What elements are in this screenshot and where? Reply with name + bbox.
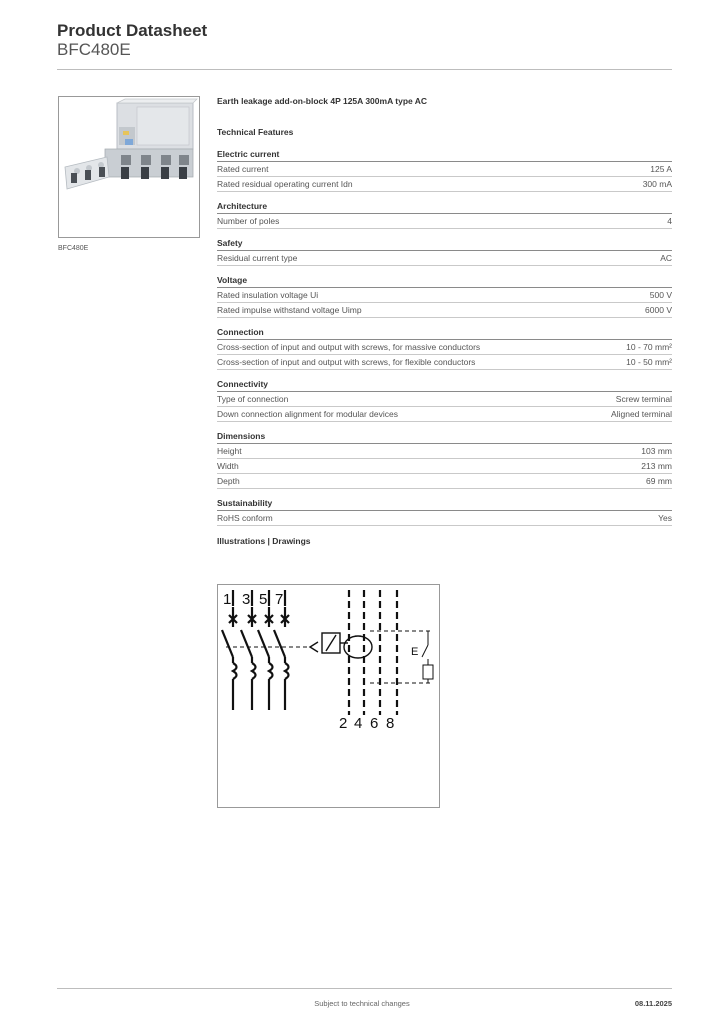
feature-row xyxy=(217,392,672,407)
bottom-terminal-label: 6 xyxy=(370,715,379,732)
feature-group-architecture xyxy=(217,200,672,229)
feature-value: 103 mm xyxy=(641,446,672,456)
header-divider xyxy=(57,69,672,70)
feature-value: 300 mA xyxy=(642,179,672,189)
bottom-terminal-label: 4 xyxy=(354,715,363,732)
photo-caption: BFC480E xyxy=(58,245,89,252)
feature-row xyxy=(217,214,672,229)
feature-group-electric-current xyxy=(217,148,672,192)
feature-row xyxy=(217,162,672,177)
feature-group-sustainability xyxy=(217,497,672,526)
feature-label: Cross-section of input and output with screws, for massive conductors xyxy=(217,342,481,352)
test-button-label: E xyxy=(411,646,419,658)
feature-label: Residual current type xyxy=(217,253,298,263)
top-terminal-label: 5 xyxy=(259,591,268,608)
feature-label: Cross-section of input and output with screws, for flexible conductors xyxy=(217,357,476,367)
technical-features-heading: Technical Features xyxy=(217,127,294,137)
feature-value: 213 mm xyxy=(641,461,672,471)
feature-row xyxy=(217,459,672,474)
feature-value: 10 - 70 mm² xyxy=(626,342,672,352)
feature-row xyxy=(217,177,672,192)
group-title: Dimensions xyxy=(217,430,672,444)
feature-label: Down connection alignment for modular devices xyxy=(217,409,398,419)
bottom-terminal-label: 2 xyxy=(339,715,348,732)
feature-label: RoHS conform xyxy=(217,513,273,523)
feature-value: 4 xyxy=(667,216,672,226)
product-image xyxy=(59,97,199,237)
header-title: Product Datasheet xyxy=(57,21,208,40)
bottom-terminal-label: 8 xyxy=(386,715,395,732)
feature-row xyxy=(217,444,672,459)
feature-row xyxy=(217,340,672,355)
feature-value: 6000 V xyxy=(645,305,672,315)
feature-group-safety xyxy=(217,237,672,266)
feature-label: Number of poles xyxy=(217,216,280,226)
feature-row xyxy=(217,474,672,489)
product-photo xyxy=(58,96,200,238)
feature-label: Rated insulation voltage Ui xyxy=(217,290,319,300)
feature-value: AC xyxy=(660,253,672,263)
feature-label: Depth xyxy=(217,476,240,486)
group-title: Electric current xyxy=(217,148,672,162)
group-title: Connection xyxy=(217,326,672,340)
feature-value: 10 - 50 mm² xyxy=(626,357,672,367)
circuit-drawing xyxy=(218,585,439,807)
feature-group-connection xyxy=(217,326,672,370)
feature-label: Rated impulse withstand voltage Uimp xyxy=(217,305,362,315)
feature-value: Yes xyxy=(658,513,672,523)
header-reference: BFC480E xyxy=(57,40,131,59)
group-title: Architecture xyxy=(217,200,672,214)
feature-value: 500 V xyxy=(649,290,672,300)
feature-value: 125 A xyxy=(650,164,672,174)
feature-label: Width xyxy=(217,461,239,471)
technical-content xyxy=(217,96,672,554)
feature-value: 69 mm xyxy=(646,476,672,486)
footer-divider xyxy=(57,988,672,989)
feature-label: Rated current xyxy=(217,164,269,174)
feature-group-dimensions xyxy=(217,430,672,489)
feature-value: Aligned terminal xyxy=(611,409,672,419)
top-terminal-label: 3 xyxy=(242,591,251,608)
feature-label: Type of connection xyxy=(217,394,289,404)
feature-row xyxy=(217,407,672,422)
feature-group-voltage xyxy=(217,274,672,318)
footer-date: 08.11.2025 xyxy=(634,999,672,1008)
product-title: Earth leakage add-on-block 4P 125A 300mA type AC xyxy=(217,96,428,106)
top-terminal-label: 1 xyxy=(223,591,232,608)
illustrations-heading: Illustrations | Drawings xyxy=(217,536,311,546)
feature-group-connectivity xyxy=(217,378,672,422)
feature-label: Rated residual operating current Idn xyxy=(217,179,353,189)
feature-row xyxy=(217,511,672,526)
feature-row xyxy=(217,303,672,318)
feature-row xyxy=(217,355,672,370)
feature-label: Height xyxy=(217,446,242,456)
group-title: Connectivity xyxy=(217,378,672,392)
top-terminal-label: 7 xyxy=(275,591,284,608)
group-title: Sustainability xyxy=(217,497,672,511)
feature-value: Screw terminal xyxy=(615,394,672,404)
group-title: Voltage xyxy=(217,274,672,288)
wiring-diagram xyxy=(217,584,440,808)
feature-row xyxy=(217,251,672,266)
footer-note: Subject to technical changes xyxy=(314,999,410,1008)
feature-row xyxy=(217,288,672,303)
group-title: Safety xyxy=(217,237,672,251)
